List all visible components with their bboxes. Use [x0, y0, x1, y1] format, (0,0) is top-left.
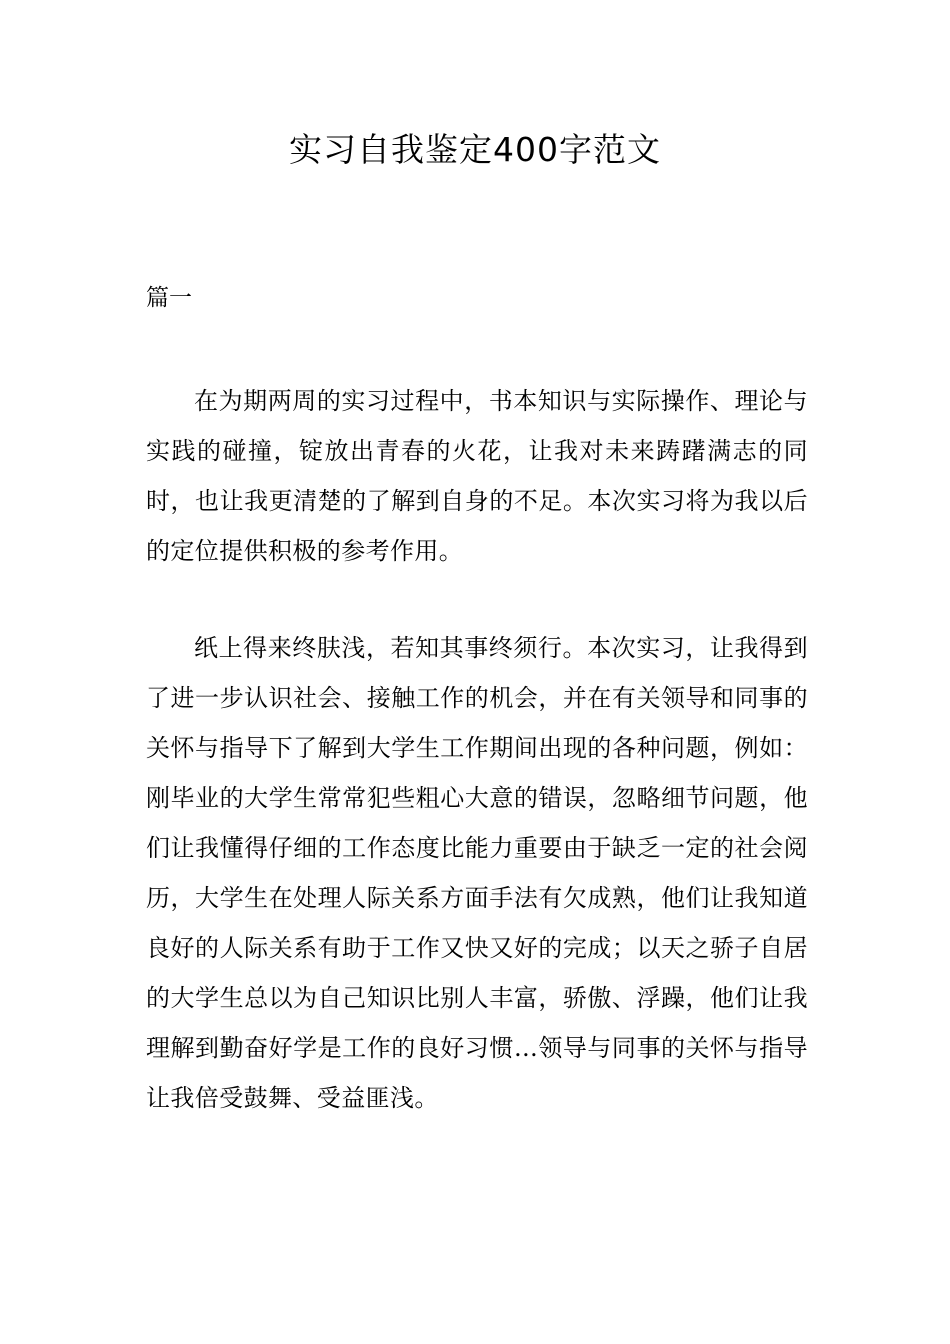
paragraph-2: 纸上得来终肤浅，若知其事终须行。本次实习，让我得到了进一步认识社会、接触工作的机会，并在有关领导和同事的关怀与指导下了解到大学生工作期间出现的各种问题，例如：刚毕业的大学生常常犯些粗心大意的错误，忽略细节问题，他们让我懂得仔细的工作态度比能力重要由于缺乏一定的社会阅历，大学生在处理人际关系方面手法有欠成熟，他们让我知道良好的人际关系有助于工作又快又好的完成；以天之骄子自居的大学生总以为自己知识比别人丰富，骄傲、浮躁，他们让我理解到勤奋好学是工作的良好习惯…领导与同事的关怀与指导让我倍受鼓舞、受益匪浅。 [146, 634, 808, 1112]
document-title: 实习自我鉴定400字范文 [289, 130, 661, 169]
paragraph-1: 在为期两周的实习过程中，书本知识与实际操作、理论与实践的碰撞，锭放出青春的火花，让我对未来踌躇满志的同时，也让我更清楚的了解到自身的不足。本次实习将为我以后的定位提供积极的参考作用。 [146, 387, 808, 565]
section-label: 篇一 [146, 285, 192, 311]
